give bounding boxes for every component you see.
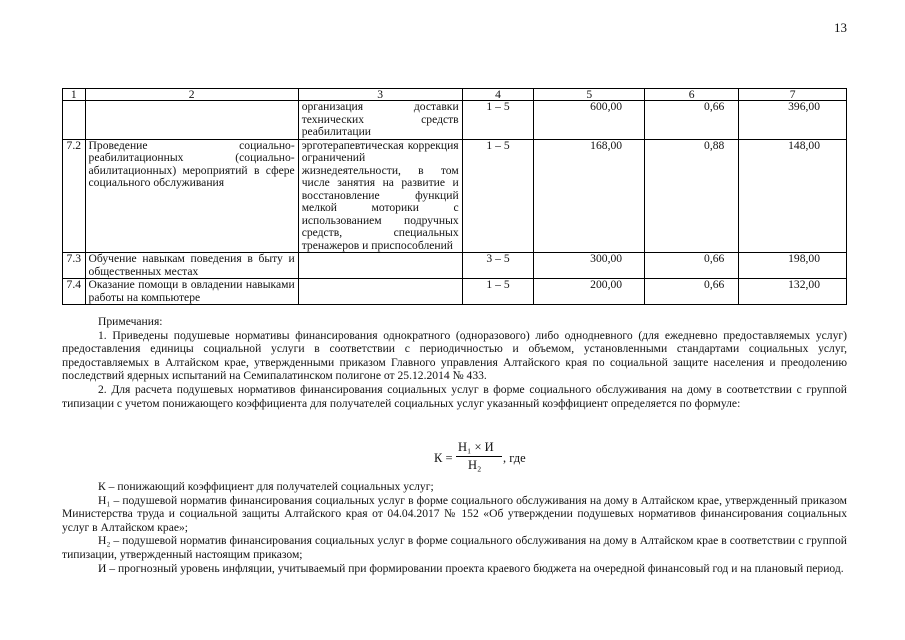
value-col5: 200,00 <box>534 279 645 305</box>
value-col5: 300,00 <box>534 253 645 279</box>
row-number: 7.4 <box>63 279 86 305</box>
value-col6: 0,66 <box>645 101 739 140</box>
notes-title: Примечания: <box>98 315 163 328</box>
formula-lhs: К = <box>434 451 453 465</box>
service-name: Обучение навыкам поведения в быту и общественных местах <box>85 253 298 279</box>
note-1: 1. Приведены подушевые нормативы финансирования однократного (одноразового) либо однодневного (для ежедневно предоставляемых услуг) предоставления единицы социальной услуги в соответствии с периодичностью и объемом, установленными стандартами социальных услуг, предоставляемых в Алтайском крае, утвержденными приказом Главного управления Алтайского края по социальной защите населения и преодолению последствий ядерных испытаний на Семипалатинском полигоне от 25.12.2014 № 433. <box>62 328 847 383</box>
formula-numerator: Н₁ × И <box>458 440 494 454</box>
value-col7: 198,00 <box>739 253 847 279</box>
formula-denominator: Н₂ <box>468 458 482 472</box>
coefficient-formula <box>434 440 554 474</box>
row-number: 7.2 <box>63 139 86 253</box>
table-row <box>63 253 847 279</box>
service-description: эрготерапевтическая коррекция ограничений жизнедеятельности, в том числе занятия на развитие и восстановление функций мелкой моторики с использованием подручных средств, специальных тренажеров и приспособлений <box>298 139 462 253</box>
table-header-row <box>63 89 847 101</box>
definition-h1: Н₁ – подушевой норматив финансирования социальных услуг в форме социального обслуживания на дому в Алтайском крае, утвержденный приказом Министерства труда и социальной защиты Алтайского края от 04.04.2017 № 152 «Об утверждении подушевых нормативов финансирования социальных услуг в Алтайском крае»; <box>62 493 847 534</box>
value-col6: 0,66 <box>645 279 739 305</box>
header-cell: 5 <box>534 89 645 101</box>
table-row <box>63 101 847 140</box>
value-col6: 0,88 <box>645 139 739 253</box>
header-cell: 3 <box>298 89 462 101</box>
group-range: 3 – 5 <box>462 253 534 279</box>
service-name <box>85 101 298 140</box>
group-range: 1 – 5 <box>462 139 534 253</box>
header-cell: 4 <box>462 89 534 101</box>
fraction-bar <box>456 456 502 457</box>
service-name: Проведение социально-реабилитационных (социально-абилитационных) мероприятий в сфере социального обслуживания <box>85 139 298 253</box>
value-col7: 148,00 <box>739 139 847 253</box>
definitions-section <box>62 480 847 575</box>
row-number <box>63 101 86 140</box>
value-col5: 168,00 <box>534 139 645 253</box>
value-col7: 132,00 <box>739 279 847 305</box>
formula-tail: , где <box>503 451 526 465</box>
group-range: 1 – 5 <box>462 101 534 140</box>
service-description <box>298 253 462 279</box>
definition-i: И – прогнозный уровень инфляции, учитываемый при формировании проекта краевого бюджета на очередной финансовый год и на плановый период. <box>98 561 844 575</box>
service-description: организация доставки технических средств реабилитации <box>298 101 462 140</box>
definition-h2: Н₂ – подушевой норматив финансирования социальных услуг в форме социального обслуживания на дому в Алтайском крае в соответствии с группой типизации, утвержденный настоящим приказом; <box>62 534 847 561</box>
table-row <box>63 139 847 253</box>
row-number: 7.3 <box>63 253 86 279</box>
header-cell: 7 <box>739 89 847 101</box>
notes-section <box>62 315 847 410</box>
group-range: 1 – 5 <box>462 279 534 305</box>
definition-k: К – понижающий коэффициент для получателей социальных услуг; <box>98 480 434 493</box>
page-number: 13 <box>834 20 847 35</box>
header-cell: 1 <box>63 89 86 101</box>
service-name: Оказание помощи в овладении навыками работы на компьютере <box>85 279 298 305</box>
tariff-table <box>62 88 847 305</box>
table-row <box>63 279 847 305</box>
header-cell: 6 <box>645 89 739 101</box>
value-col7: 396,00 <box>739 101 847 140</box>
note-2: 2. Для расчета подушевых нормативов финансирования социальных услуг в форме социального обслуживания на дому в соответствии с группой типизации с учетом понижающего коэффициента для получателей социальных услуг указанный коэффициент определяется по формуле: <box>62 382 847 410</box>
value-col6: 0,66 <box>645 253 739 279</box>
value-col5: 600,00 <box>534 101 645 140</box>
service-description <box>298 279 462 305</box>
header-cell: 2 <box>85 89 298 101</box>
